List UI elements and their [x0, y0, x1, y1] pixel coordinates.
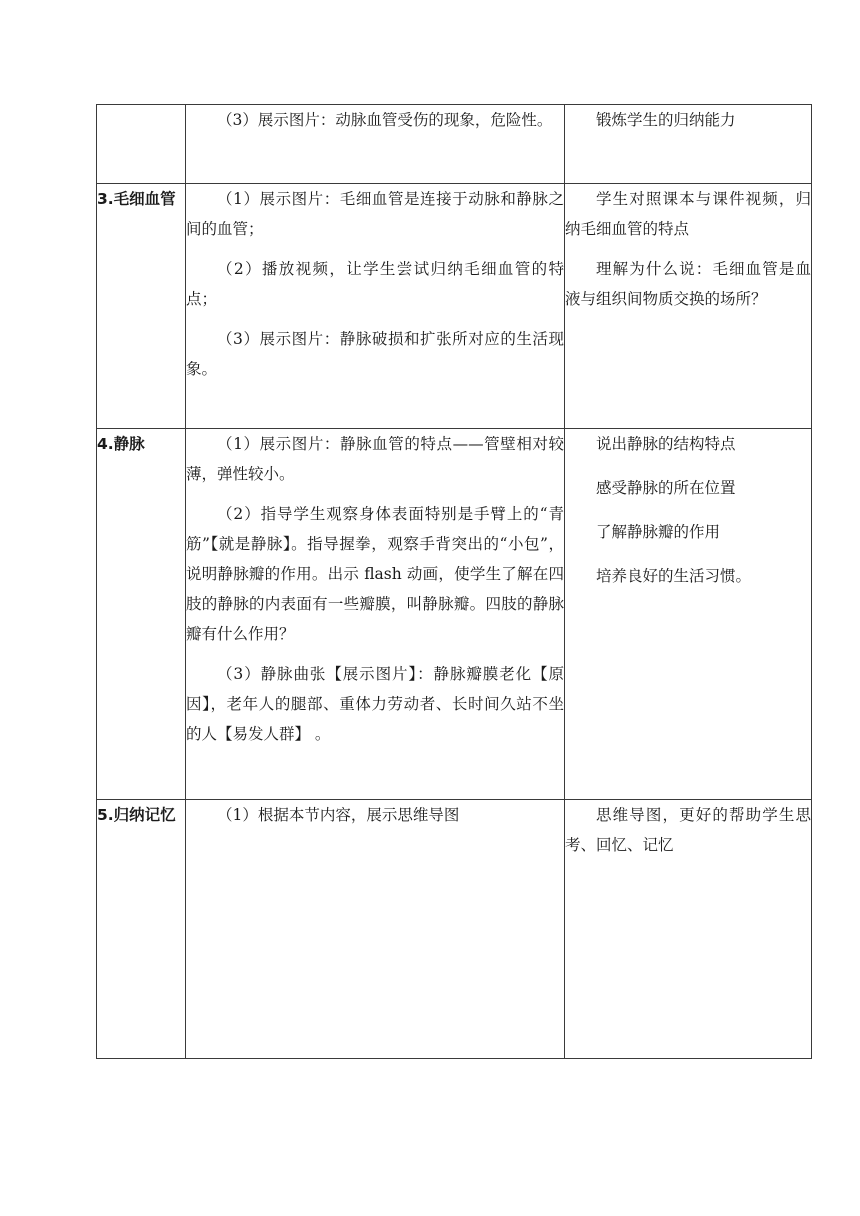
table-row [97, 800, 812, 1059]
activity-paragraph: （1）根据本节内容，展示思维导图 [217, 806, 460, 824]
activity-cell [186, 105, 565, 184]
lesson-plan-table [96, 104, 812, 1059]
intent-text: 学生对照课本与课件视频，归纳毛细血管的特点 [565, 190, 811, 238]
stage-cell [97, 105, 186, 184]
activity-paragraph: （1）展示图片：静脉血管的特点——管壁相对较薄，弹性较小。 [186, 435, 564, 483]
table-row [97, 184, 812, 429]
intent-cell [565, 800, 812, 1059]
intent-text: 锻炼学生的归纳能力 [596, 111, 736, 129]
stage-cell: 3.毛细血管 [97, 184, 186, 429]
table-row [97, 429, 812, 800]
intent-cell [565, 105, 812, 184]
table-row [97, 105, 812, 184]
stage-cell: 4.静脉 [97, 429, 186, 800]
activity-paragraph: （3）展示图片：静脉破损和扩张所对应的生活现象。 [186, 330, 564, 378]
activity-paragraph: （3）静脉曲张【展示图片】：静脉瓣膜老化【原因】，老年人的腿部、重体力劳动者、长时间久站不坐的人【易发人群】 。 [186, 665, 564, 743]
intent-text: 培养良好的生活习惯。 [596, 567, 752, 585]
activity-paragraph: （1）展示图片：毛细血管是连接于动脉和静脉之间的血管； [186, 190, 564, 238]
activity-paragraph: （2）播放视频，让学生尝试归纳毛细血管的特点； [186, 260, 564, 308]
intent-text: 理解为什么说：毛细血管是血液与组织间物质交换的场所？ [565, 260, 811, 308]
intent-text: 了解静脉瓣的作用 [596, 523, 721, 541]
intent-cell [565, 429, 812, 800]
activity-cell [186, 800, 565, 1059]
activity-cell [186, 184, 565, 429]
intent-text: 思维导图，更好的帮助学生思考、回忆、记忆 [565, 806, 811, 854]
intent-text: 说出静脉的结构特点 [596, 435, 736, 453]
activity-paragraph: （2）指导学生观察身体表面特别是手臂上的“青筋”【就是静脉】。指导握拳，观察手背突出的“小包”，说明静脉瓣的作用。出示 flash 动画，使学生了解在四肢的静脉的内表面有一些瓣膜，叫静脉瓣。四肢的静脉瓣有什么作用？ [186, 505, 564, 643]
intent-cell [565, 184, 812, 429]
activity-cell [186, 429, 565, 800]
intent-text: 感受静脉的所在位置 [596, 479, 736, 497]
activity-paragraph: （3）展示图片：动脉血管受伤的现象，危险性。 [217, 111, 553, 129]
stage-cell: 5.归纳记忆 [97, 800, 186, 1059]
